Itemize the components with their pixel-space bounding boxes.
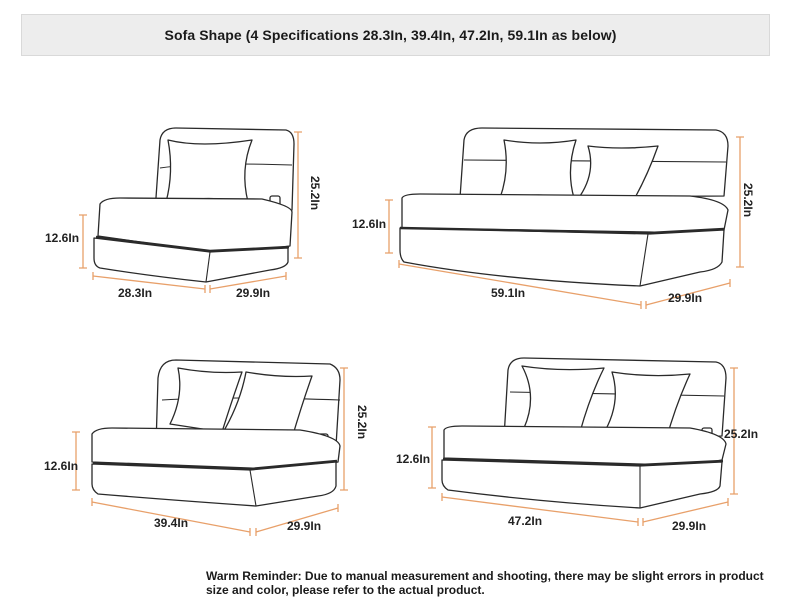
- sofa-47-total-height-label: 25.2In: [724, 427, 759, 441]
- sofa-28-total-height-label: 25.2In: [308, 176, 322, 211]
- sofa-59-drawing: [400, 128, 728, 286]
- sofa-47-drawing: [442, 358, 726, 508]
- sofa-39-drawing: [92, 360, 340, 506]
- sofa-28-width-label: 28.3In: [118, 286, 153, 300]
- sofa-39-seat-height-label: 12.6In: [44, 459, 79, 473]
- sofa-59-total-height-label: 25.2In: [741, 183, 755, 218]
- sofa-28-seat-height-label: 12.6In: [45, 231, 80, 245]
- warm-reminder-note: Warm Reminder: Due to manual measurement and shooting, there may be slight errors in product size and color, please refer to the actual product.: [206, 569, 764, 597]
- sofa-47-width-label: 47.2In: [508, 514, 543, 528]
- sofa-47-seat-height-label: 12.6In: [396, 452, 431, 466]
- sofa-47-depth-label: 29.9In: [672, 519, 707, 533]
- sofa-59-seat-height-label: 12.6In: [352, 217, 387, 231]
- sofa-39-width-label: 39.4In: [154, 516, 189, 530]
- sofa-39-total-height-label: 25.2In: [355, 405, 369, 440]
- sofa-39-depth-label: 29.9In: [287, 519, 322, 533]
- sofa-59-width-label: 59.1In: [491, 286, 526, 300]
- sofa-28-drawing: [94, 128, 294, 282]
- page-title: Sofa Shape (4 Specifications 28.3In, 39.4In, 47.2In, 59.1In as below): [164, 27, 617, 43]
- sofa-59-depth-label: 29.9In: [668, 291, 703, 305]
- sofa-28-depth-label: 29.9In: [236, 286, 271, 300]
